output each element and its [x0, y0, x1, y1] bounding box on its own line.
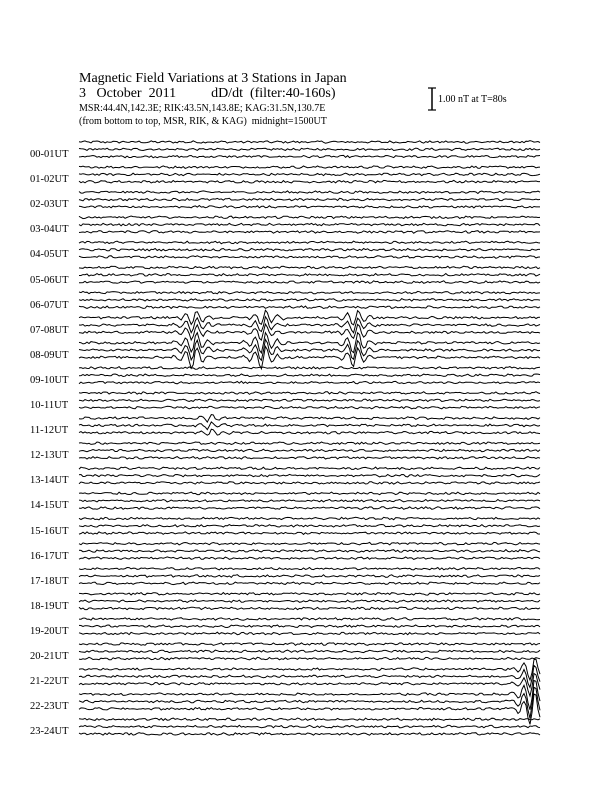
trace-kag-hour-7: [79, 310, 540, 325]
trace-kag-hour-11: [79, 415, 540, 423]
trace-msr-hour-1: [79, 180, 540, 183]
chart-title: Magnetic Field Variations at 3 Stations in Japan: [79, 71, 347, 86]
trace-msr-hour-17: [79, 582, 540, 585]
trace-msr-hour-21: [79, 674, 540, 696]
trace-rik-hour-19: [79, 625, 540, 628]
trace-msr-hour-23: [79, 733, 540, 736]
trace-msr-hour-3: [79, 231, 540, 234]
trace-kag-hour-4: [79, 241, 540, 244]
trace-kag-hour-21: [79, 659, 540, 680]
trace-kag-hour-19: [79, 618, 540, 621]
hour-label: 01-02UT: [30, 174, 69, 186]
trace-order-note: (from bottom to top, MSR, RIK, & KAG) midnight=1500UT: [79, 116, 327, 127]
hour-label: 00-01UT: [30, 149, 69, 160]
trace-msr-hour-2: [79, 206, 540, 209]
trace-kag-hour-2: [79, 191, 540, 194]
hour-label: 22-23UT: [30, 701, 69, 713]
hour-label: 03-04UT: [30, 224, 69, 236]
trace-msr-hour-9: [79, 381, 540, 384]
hour-label: 16-17UT: [30, 550, 69, 562]
trace-msr-hour-16: [79, 557, 540, 560]
trace-rik-hour-4: [79, 249, 540, 251]
hour-label: 15-16UT: [30, 525, 69, 537]
trace-msr-hour-15: [79, 532, 540, 535]
trace-rik-hour-20: [79, 650, 540, 653]
trace-msr-hour-4: [79, 256, 540, 259]
trace-msr-hour-0: [79, 155, 540, 157]
trace-rik-hour-16: [79, 550, 540, 553]
trace-kag-hour-12: [79, 442, 540, 445]
trace-kag-hour-5: [79, 266, 540, 269]
trace-rik-hour-2: [79, 198, 540, 201]
station-coordinates: MSR:44.4N,142.3E; RIK:43.5N,143.8E; KAG:31.5N,130.7E: [79, 103, 326, 114]
trace-kag-hour-6: [79, 291, 540, 294]
trace-rik-hour-0: [79, 148, 540, 150]
trace-rik-hour-12: [79, 449, 540, 452]
hour-label: 09-10UT: [30, 374, 69, 386]
hour-label: 08-09UT: [30, 349, 69, 361]
trace-kag-hour-15: [79, 517, 540, 520]
trace-rik-hour-10: [79, 399, 540, 401]
hour-label: 17-18UT: [30, 575, 69, 587]
scale-bar-label: 1.00 nT at T=80s: [438, 94, 507, 105]
hour-label: 05-06UT: [30, 274, 69, 286]
trace-msr-hour-20: [79, 657, 540, 660]
trace-rik-hour-6: [79, 299, 540, 302]
hour-label: 18-19UT: [30, 600, 69, 612]
trace-kag-hour-23: [79, 718, 540, 721]
trace-kag-hour-22: [79, 681, 540, 710]
trace-rik-hour-1: [79, 173, 540, 176]
trace-rik-hour-18: [79, 600, 540, 603]
trace-rik-hour-23: [79, 725, 540, 728]
trace-msr-hour-10: [79, 406, 540, 409]
trace-rik-hour-22: [79, 687, 540, 718]
hour-label: 07-08UT: [30, 324, 69, 336]
hour-label: 19-20UT: [30, 625, 69, 637]
trace-msr-hour-11: [79, 429, 540, 435]
hour-label: 20-21UT: [30, 651, 69, 662]
trace-rik-hour-9: [79, 374, 540, 377]
trace-kag-hour-14: [79, 492, 540, 495]
trace-kag-hour-17: [79, 568, 540, 570]
hour-label: 10-11UT: [30, 400, 69, 411]
hour-label: 11-12UT: [30, 425, 69, 437]
hour-label: 21-22UT: [30, 676, 69, 688]
trace-msr-hour-14: [79, 507, 540, 510]
trace-rik-hour-15: [79, 525, 540, 528]
trace-rik-hour-7: [79, 317, 540, 333]
trace-kag-hour-3: [79, 216, 540, 219]
trace-msr-hour-19: [79, 632, 540, 635]
hour-label: 06-07UT: [30, 299, 69, 311]
trace-msr-hour-6: [79, 306, 540, 309]
trace-rik-hour-3: [79, 223, 540, 226]
trace-kag-hour-10: [79, 392, 540, 395]
hour-label: 02-03UT: [30, 199, 69, 211]
trace-kag-hour-16: [79, 542, 540, 545]
trace-msr-hour-13: [79, 482, 540, 485]
hour-label: 14-15UT: [30, 500, 69, 512]
trace-rik-hour-5: [79, 274, 540, 277]
trace-kag-hour-13: [79, 467, 540, 470]
hour-label: 04-05UT: [30, 249, 69, 261]
trace-msr-hour-5: [79, 281, 540, 284]
trace-kag-hour-18: [79, 593, 540, 596]
hour-label: 13-14UT: [30, 475, 69, 487]
trace-kag-hour-9: [79, 367, 540, 370]
trace-rik-hour-11: [79, 422, 540, 430]
hour-label: 23-24UT: [30, 726, 69, 738]
trace-rik-hour-13: [79, 474, 540, 477]
trace-kag-hour-20: [79, 643, 540, 646]
trace-kag-hour-0: [79, 141, 540, 144]
trace-kag-hour-1: [79, 166, 540, 169]
trace-msr-hour-18: [79, 607, 540, 610]
hour-label: 12-13UT: [30, 450, 69, 462]
trace-rik-hour-17: [79, 575, 540, 578]
trace-rik-hour-14: [79, 499, 540, 502]
trace-msr-hour-12: [79, 457, 540, 460]
trace-msr-hour-7: [79, 324, 540, 340]
date-filter-line: 3 October 2011 dD/dt (filter:40-160s): [79, 86, 336, 101]
